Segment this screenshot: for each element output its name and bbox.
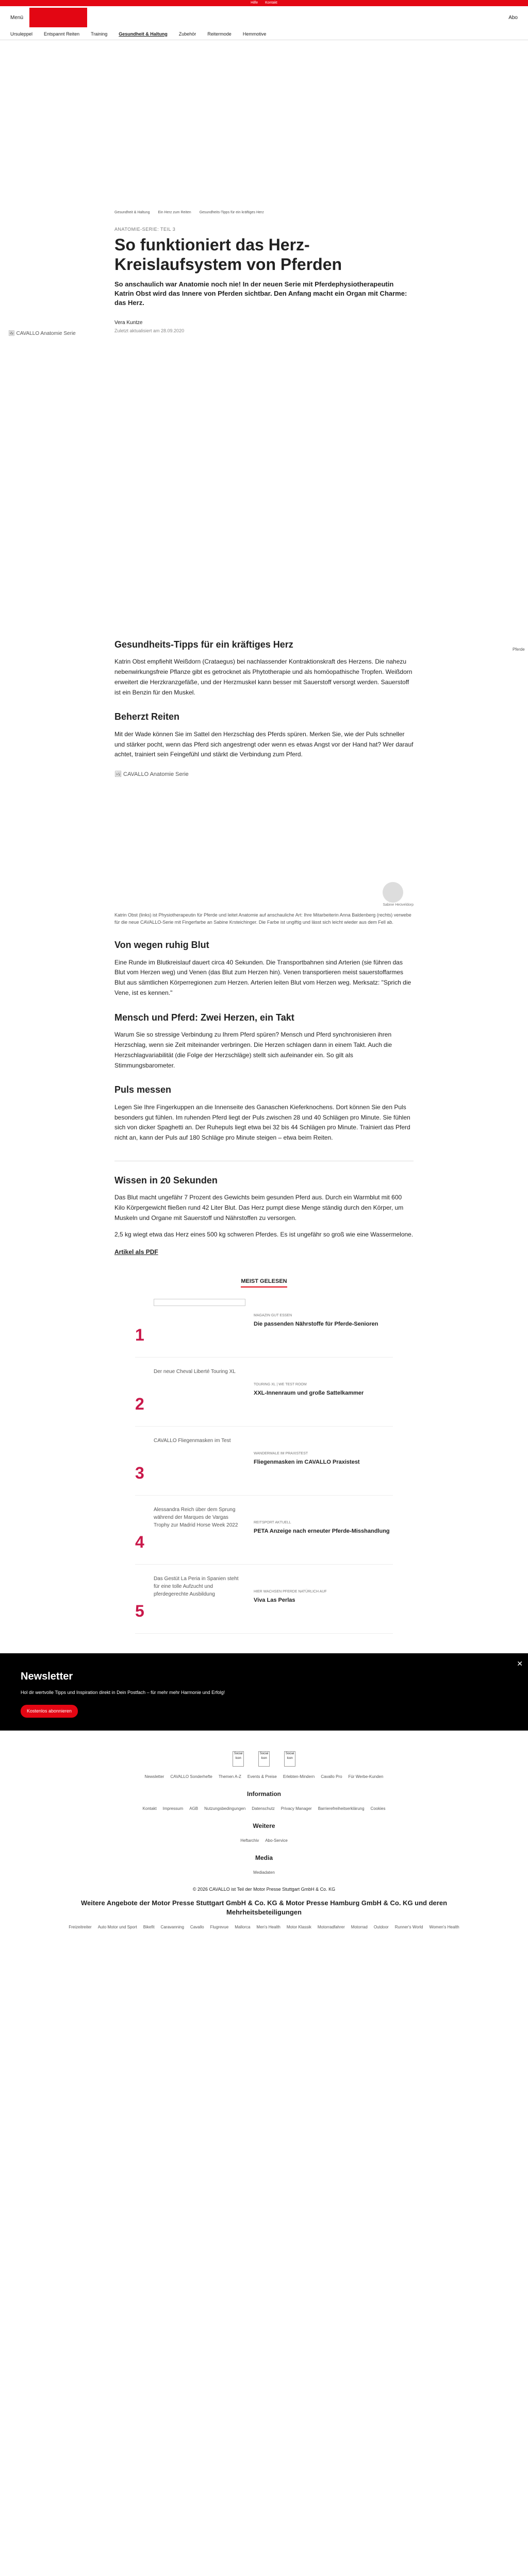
footer-heading: Information bbox=[247, 1790, 281, 1798]
article-column bbox=[114, 210, 414, 335]
footer-links-4 bbox=[0, 1870, 528, 1876]
nav-item[interactable]: Training bbox=[91, 31, 108, 37]
social-links bbox=[0, 1751, 528, 1767]
brand-link[interactable]: Bikefit bbox=[143, 1924, 155, 1929]
item-kicker: WANDERMALE IM PRAXISTEST bbox=[254, 1452, 308, 1456]
footer-link[interactable]: Abo-Service bbox=[265, 1838, 288, 1843]
item-kicker: HIER WACHSEN PFERDE NATÜRLICH AUF bbox=[254, 1590, 327, 1594]
nav-item[interactable]: Entspannt Reiten bbox=[44, 31, 80, 37]
newsletter-text: Hol dir wertvolle Tipps und Inspiration direkt in Dein Postfach – für mehr mehr Harmonie und Erfolg! bbox=[21, 1690, 225, 1696]
facts-text: 2,5 kg wiegt etwa das Herz eines 500 kg schweren Pferdes. Es ist ungefähr so groß wie eine Wassermelone. bbox=[114, 1230, 414, 1238]
credit-avatar bbox=[383, 882, 403, 903]
brand-link[interactable]: Motorradfahrer bbox=[317, 1924, 345, 1929]
thumbnail[interactable]: Das Gestüt La Peria in Spanien steht für eine tolle Aufzucht und pferdegerechte Ausbildung bbox=[154, 1576, 239, 1598]
footer-link[interactable]: CAVALLO Sonderhefte bbox=[170, 1774, 212, 1780]
brand-link[interactable]: Auto Motor und Sport bbox=[97, 1924, 137, 1929]
help-link[interactable]: Hilfe bbox=[251, 1, 258, 5]
article-lead: So anschaulich war Anatomie noch nie! In der neuen Serie mit Pferdephysiotherapeutin Katrin Obst wird das Innere von Pferden sichtbar. Den Anfang macht ein Organ mit Charme: das Herz. bbox=[114, 280, 407, 307]
article-title: So funktioniert das Herz-Kreislaufsystem von Pferden bbox=[114, 235, 342, 274]
section-heading: Von wegen ruhig Blut bbox=[114, 940, 209, 951]
article-body bbox=[114, 639, 414, 1257]
facts-text: Das Blut macht ungefähr 7 Prozent des Gewichts beim gesunden Pferd aus. Durch ein Warmblut mit 600 Kilo Körpergewicht fließen rund 42 Liter Blut. Das Herz pumpt diese Menge ständig durch den Körper, um Muskeln und Organe mit Sauerstoff und Nährstoffen zu versorgen. bbox=[114, 1194, 404, 1222]
thumbnail[interactable]: Der neue Cheval Liberté Touring XL bbox=[154, 1369, 236, 1375]
section-heading: Beherzt Reiten bbox=[114, 711, 180, 722]
footer-link[interactable]: Events & Preise bbox=[247, 1774, 277, 1780]
item-title[interactable]: XXL-Innenraum und große Sattelkammer bbox=[254, 1389, 364, 1396]
social-icon[interactable]: Social Icon bbox=[258, 1751, 270, 1767]
footer-link[interactable]: Barrierefreiheitserklärung bbox=[318, 1806, 365, 1811]
footer-link[interactable]: Kontakt bbox=[142, 1806, 157, 1811]
footer-link[interactable]: Erlebten-Mindern bbox=[283, 1774, 315, 1780]
newsletter-subscribe-button[interactable]: Kostenlos abonnieren bbox=[21, 1705, 78, 1718]
footer-link[interactable]: Newsletter bbox=[144, 1774, 164, 1780]
brand-link[interactable]: Freizeitreiter bbox=[69, 1924, 92, 1929]
side-image-alt: Pferde bbox=[513, 647, 525, 652]
footer-link[interactable]: Datenschutz bbox=[252, 1806, 275, 1811]
section-text: Katrin Obst empfiehlt Weißdorn (Crataegus) bei nachlassender Kontraktionskraft des Herzens. Die nahezu nebenwirkungsfreie Pflanze gibt es getrocknet als Phytotherapie und als homöopathische Tropfen. Weißdorn erweitert die Herzkranzgefäße, und der Herzmuskel kann besser mit Sauerstoff versorgt werden. Sauerstoff ist ein Benzin für den Muskel. bbox=[114, 658, 412, 696]
rank-number: 5 bbox=[135, 1602, 144, 1621]
breadcrumb-item[interactable]: Gesundheit & Haltung bbox=[114, 211, 150, 214]
article-kicker: ANATOMIE-SERIE: TEIL 3 bbox=[114, 226, 176, 232]
brand-link[interactable]: Mallorca bbox=[235, 1924, 251, 1929]
footer-link[interactable]: AGB bbox=[189, 1806, 199, 1811]
newsletter-title: Newsletter bbox=[21, 1671, 73, 1683]
most-read-item[interactable] bbox=[135, 1437, 393, 1496]
brand-link[interactable]: Caravanning bbox=[160, 1924, 184, 1929]
most-read-item[interactable] bbox=[135, 1368, 393, 1427]
brand-link[interactable]: Outdoor bbox=[373, 1924, 389, 1929]
item-title[interactable]: Die passenden Nährstoffe für Pferde-Senioren bbox=[254, 1320, 378, 1327]
main-nav bbox=[0, 29, 528, 40]
item-kicker: REITSPORT AKTUELL bbox=[254, 1521, 291, 1525]
close-icon[interactable]: ✕ bbox=[517, 1659, 523, 1668]
breadcrumb-item[interactable]: Ein Herz zum Reiten bbox=[158, 211, 191, 214]
section-text: Warum Sie so stressige Verbindung zu Ihrem Pferd spüren? Mensch und Pferd synchronisieren ihren Herzschlag, wenn sie Zeit miteinander verbringen. Die Herzen schlagen dann in einem Takt. Auch die Herzschlagvariabilität (die Folge der Herzschläge) stellt sich aufeinander ein. So gilt als Stimmungsbarometer. bbox=[114, 1031, 392, 1069]
breadcrumb-item[interactable]: Gesundheits-Tipps für ein kräftiges Herz bbox=[199, 211, 264, 214]
nav-item[interactable]: Hemmotive bbox=[242, 31, 267, 37]
most-read-list bbox=[135, 1299, 393, 1634]
breadcrumb bbox=[114, 210, 414, 216]
social-icon[interactable]: Social Icon bbox=[233, 1751, 244, 1767]
most-read-item[interactable] bbox=[135, 1506, 393, 1565]
footer-links-2 bbox=[0, 1806, 528, 1812]
rank-number: 2 bbox=[135, 1395, 144, 1414]
section-heading: Puls messen bbox=[114, 1084, 172, 1095]
footer-link[interactable]: Für Werbe-Kunden bbox=[348, 1774, 384, 1780]
item-kicker: TOURING XL | WE TEST ROOM bbox=[254, 1383, 307, 1387]
section-text: Eine Runde im Blutkreislauf dauert circa 40 Sekunden. Die Transportbahnen sind Arterien (sie führen das Blut vom Herzen weg) und Venen (das Blut zum Herzen hin). Venen transportieren meist sauerstoffarmes Blut aus sämtlichen Körperregionen zum Herzen. Arterien leiten Blut vom Herzen weg. Merksatz: "Sprich die Vene, ist es kennen." bbox=[114, 958, 411, 996]
footer-links-3 bbox=[0, 1838, 528, 1844]
section-text: Legen Sie Ihre Fingerkuppen an die Innenseite des Ganaschen Kieferknochens. Dort können Sie den Puls besonders gut fühlen. Im ruhenden Pferd liegt der Puls zwischen 28 und 40 Schlägen pro Minute. Sie fühlen sich von dicker Spaghetti an. Der Ruhepuls liegt etwa bei 32 bis 44 Schlägen pro Minute. Trainiert das Pferd nicht an, kann der Puls auf 180 Schläge pro Minute steigen – etwa beim Reiten. bbox=[114, 1103, 410, 1142]
image-credit bbox=[114, 882, 414, 908]
copyright: © 2026 CAVALLO ist Teil der Motor Presse Stuttgart GmbH & Co. KG bbox=[192, 1887, 336, 1892]
rank-number: 3 bbox=[135, 1464, 144, 1483]
item-title[interactable]: Viva Las Perlas bbox=[254, 1597, 295, 1603]
subscription-link[interactable]: Abo bbox=[508, 14, 518, 21]
section-heading: Gesundheits-Tipps für ein kräftiges Herz bbox=[114, 639, 293, 650]
item-kicker: MAGAZIN GUT ESSEN bbox=[254, 1314, 292, 1318]
facts-heading: Wissen in 20 Sekunden bbox=[114, 1175, 218, 1185]
article-date: Zuletzt aktualisiert am 28.09.2020 bbox=[114, 328, 185, 334]
newsletter-banner bbox=[0, 1653, 528, 1731]
footer-link[interactable]: Heftarchiv bbox=[240, 1838, 259, 1843]
brand-link[interactable]: Flugrevue bbox=[210, 1924, 229, 1929]
footer-link[interactable]: Nutzungsbedingungen bbox=[204, 1806, 246, 1811]
contact-link[interactable]: Kontakt bbox=[265, 1, 277, 5]
nav-item[interactable]: Reitermode bbox=[207, 31, 232, 37]
corporate-title: Weitere Angebote der Motor Presse Stuttgart GmbH & Co. KG & Motor Presse Hamburg GmbH & Co. KG und deren Mehrheitsbeteiligungen bbox=[80, 1899, 448, 1916]
brand-link[interactable]: Runner's World bbox=[394, 1924, 423, 1929]
nav-item[interactable]: Zubehör bbox=[178, 31, 196, 37]
article-author[interactable]: Vera Kuntze bbox=[114, 320, 143, 326]
nav-item[interactable]: Ursuleppel bbox=[10, 31, 33, 37]
footer-link[interactable]: Themen A-Z bbox=[218, 1774, 241, 1780]
brand-link[interactable]: Motorrad bbox=[351, 1924, 368, 1929]
most-read-title: MEIST GELESEN bbox=[0, 1277, 528, 1286]
rank-number: 1 bbox=[135, 1326, 144, 1345]
brand-link[interactable]: Women's Health bbox=[429, 1924, 459, 1929]
footer-link[interactable]: Mediadaten bbox=[253, 1870, 275, 1875]
item-title[interactable]: Fliegenmasken im CAVALLO Praxistest bbox=[254, 1459, 360, 1465]
site-header bbox=[0, 6, 528, 29]
top-utility-bar bbox=[0, 0, 528, 6]
most-read-item[interactable] bbox=[135, 1575, 393, 1634]
most-read-item[interactable] bbox=[135, 1299, 393, 1358]
section-text: Mit der Wade können Sie im Sattel den Herzschlag des Pferds spüren. Merken Sie, wie der Puls schneller und stärker pocht, wenn das Pferd sich angestrengt oder wenn es etwas Angst vor der Hand hat? Wer darauf achtet, trainiert sein Feingefühl und stärkt die Verbindung zum Pferd. bbox=[114, 730, 414, 758]
brand-link[interactable]: Cavallo bbox=[190, 1924, 204, 1929]
brand-links bbox=[0, 1924, 528, 1930]
image-caption: Katrin Obst (links) ist Physiotherapeutin für Pferde und leitet Anatomie auf anschauliche Art: Ihre Mitarbeiterin Anna Baldenberg (rechts) verwebe für die neue CAVALLO-Serie mit Fingerfarbe an Sabine Krsteichinger. Die Farbe ist ungiftig und lässt sich leicht wieder aus dem Fell ab. bbox=[114, 912, 411, 925]
brand-link[interactable]: Motor Klassik bbox=[286, 1924, 311, 1929]
thumbnail[interactable] bbox=[154, 1299, 245, 1350]
thumbnail[interactable]: CAVALLO Fliegenmasken im Test bbox=[154, 1438, 231, 1444]
cavallo-logo[interactable] bbox=[29, 8, 87, 27]
social-icon[interactable]: Social Icon bbox=[284, 1751, 295, 1767]
rank-number: 4 bbox=[135, 1533, 144, 1552]
footer-link[interactable]: Cavallo Pro bbox=[321, 1774, 342, 1780]
section-heading: Mensch und Pferd: Zwei Herzen, ein Takt bbox=[114, 1012, 294, 1023]
nav-item-active[interactable]: Gesundheit & Haltung bbox=[119, 31, 168, 37]
menu-button[interactable]: Menü bbox=[10, 14, 24, 21]
footer-link[interactable]: Impressum bbox=[162, 1806, 184, 1811]
footer-link[interactable]: Privacy Manager bbox=[280, 1806, 312, 1811]
footer-heading: Weitere bbox=[253, 1822, 275, 1830]
hero-image-alt: 🖼 CAVALLO Anatomie Serie bbox=[8, 331, 76, 336]
footer-heading: Media bbox=[255, 1854, 273, 1862]
footer-links-1 bbox=[0, 1774, 528, 1780]
brand-link[interactable]: Men's Health bbox=[256, 1924, 280, 1929]
footer-link[interactable]: Cookies bbox=[370, 1806, 386, 1811]
article-pdf-link[interactable]: Artikel als PDF bbox=[114, 1248, 158, 1256]
thumbnail[interactable]: Alessandra Reich über dem Sprung während der Marques de Vargas Trophy zur Madrid Horse Week 2022 bbox=[154, 1507, 238, 1529]
item-title[interactable]: PETA Anzeige nach erneuter Pferde-Misshandlung bbox=[254, 1528, 390, 1534]
article-image-2-alt: 🖼 CAVALLO Anatomie Serie bbox=[114, 771, 189, 778]
credit-label: Sabine Heüveldorp bbox=[383, 903, 414, 907]
